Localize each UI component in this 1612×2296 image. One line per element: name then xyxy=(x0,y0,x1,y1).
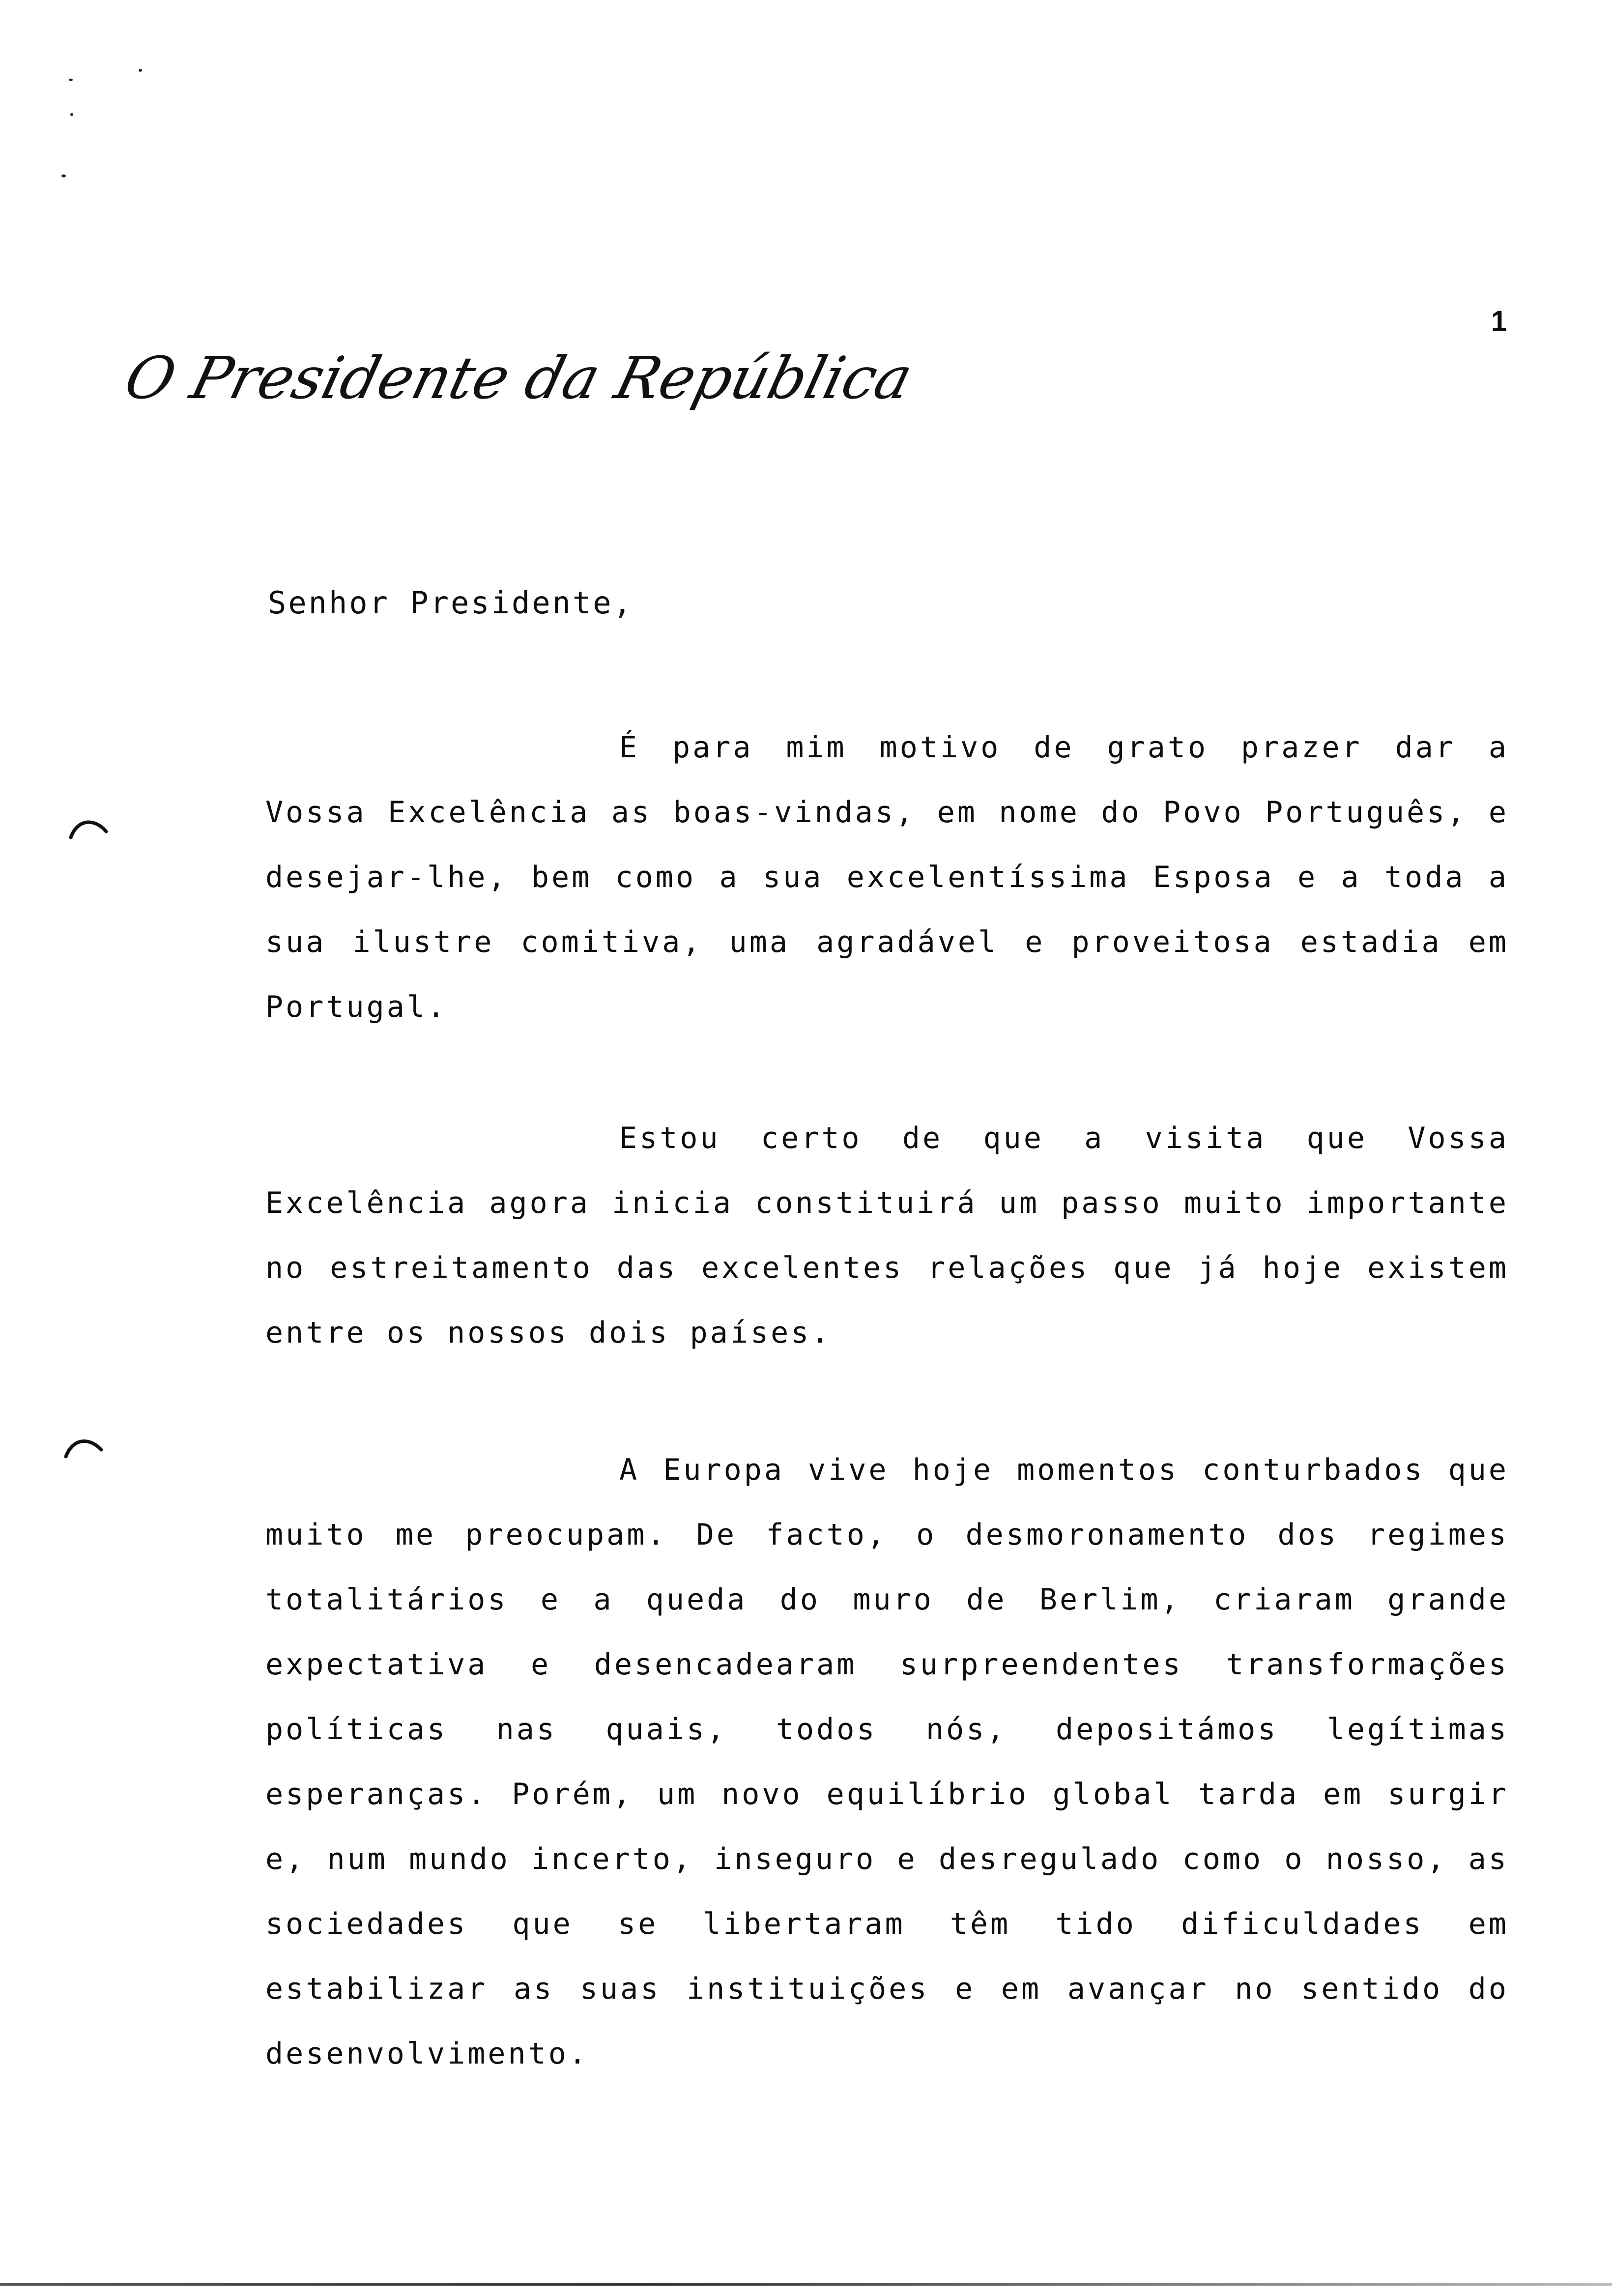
scan-speck xyxy=(139,69,142,72)
salutation: Senhor Presidente, xyxy=(268,585,633,621)
paragraph-1: É para mim motivo de grato prazer dar a Vossa Excelência as boas-vindas, em nome do Povo Português, e desejar-lhe, bem como a sua excelentíssima Esposa e a toda a sua ilustre comitiva, uma agradável e proveitosa estadia em Portugal. xyxy=(265,730,1509,1024)
letterhead-logo xyxy=(118,334,919,432)
scan-speck xyxy=(61,174,66,177)
letterhead-script-text: O Presidente da República xyxy=(118,344,919,412)
scan-speck xyxy=(69,79,73,81)
paragraph-3: A Europa vive hoje momentos conturbados que muito me preocupam. De facto, o desmoronamento dos regimes totalitários e a queda do muro de Berlim, criaram grande expectativa e desencadearam surpreendentes transformações políticas nas quais, todos nós, depositámos legítimas esperanças. Porém, um novo equilíbrio global tarda em surgir e, num mundo incerto, inseguro e desregulado como o nosso, as sociedades que se libertaram têm tido dificuldades em estabilizar as suas instituições e em avançar no sentido do desenvolvimento. xyxy=(265,1453,1509,2071)
scan-speck xyxy=(70,113,73,116)
margin-mark-1 xyxy=(69,816,108,840)
paragraph-2: Estou certo de que a visita que Vossa Excelência agora inicia constituirá um passo muito importante no estreitamento das excelentes relações que já hoje existem entre os nossos dois países. xyxy=(265,1121,1509,1350)
page-number: 1 xyxy=(1491,305,1507,337)
margin-mark-2 xyxy=(64,1435,103,1460)
page-bottom-edge xyxy=(0,2283,1612,2286)
